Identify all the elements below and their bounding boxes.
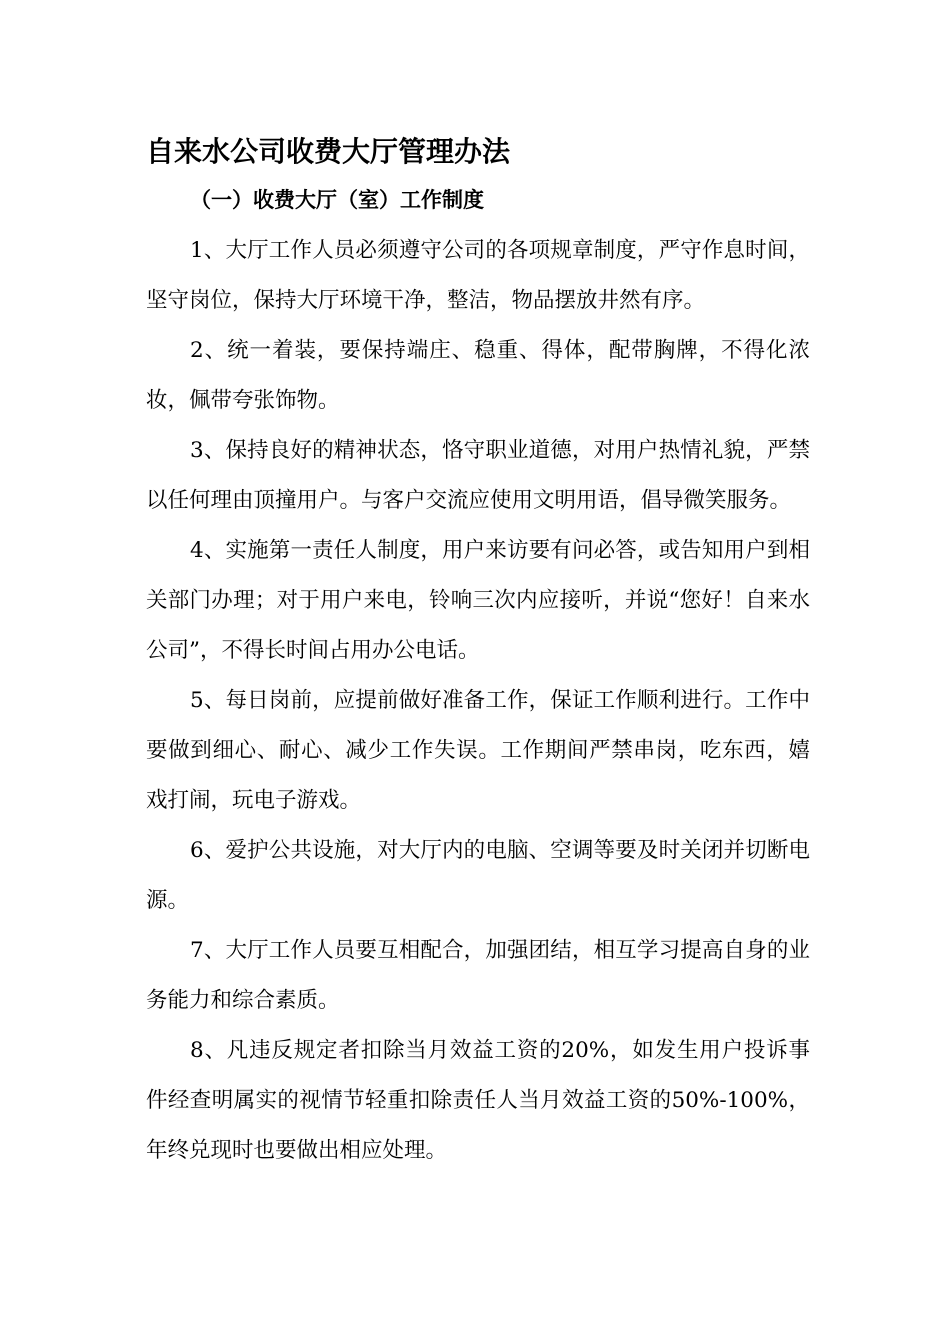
document-body: [146, 226, 810, 1176]
document-title: 自来水公司收费大厅管理办法: [146, 135, 511, 168]
paragraph-5: 5、每日岗前，应提前做好准备工作，保证工作顺利进行。工作中要做到细心、耐心、减少工作失误。工作期间严禁串岗，吃东西，嬉戏打闹，玩电子游戏。: [146, 688, 810, 813]
paragraph-8: 8、凡违反规定者扣除当月效益工资的20%，如发生用户投诉事件经查明属实的视情节轻重扣除责任人当月效益工资的50%-100%，年终兑现时也要做出相应处理。: [146, 1038, 810, 1163]
paragraph-6: 6、爱护公共设施，对大厅内的电脑、空调等要及时关闭并切断电源。: [146, 838, 810, 913]
paragraph-4: 4、实施第一责任人制度，用户来访要有问必答，或告知用户到相关部门办理；对于用户来电，铃响三次内应接听，并说“您好！自来水公司”，不得长时间占用办公电话。: [146, 538, 810, 663]
paragraph-1: 1、大厅工作人员必须遵守公司的各项规章制度，严守作息时间，坚守岗位，保持大厅环境干净，整洁，物品摆放井然有序。: [146, 238, 810, 313]
paragraph-7: 7、大厅工作人员要互相配合，加强团结，相互学习提高自身的业务能力和综合素质。: [146, 938, 810, 1013]
paragraph-2: 2、统一着装，要保持端庄、稳重、得体，配带胸牌，不得化浓妆，佩带夸张饰物。: [146, 338, 810, 413]
section-heading: （一）收费大厅（室）工作制度: [190, 188, 484, 212]
paragraph-3: 3、保持良好的精神状态，恪守职业道德，对用户热情礼貌，严禁以任何理由顶撞用户。与客户交流应使用文明用语，倡导微笑服务。: [146, 438, 810, 513]
